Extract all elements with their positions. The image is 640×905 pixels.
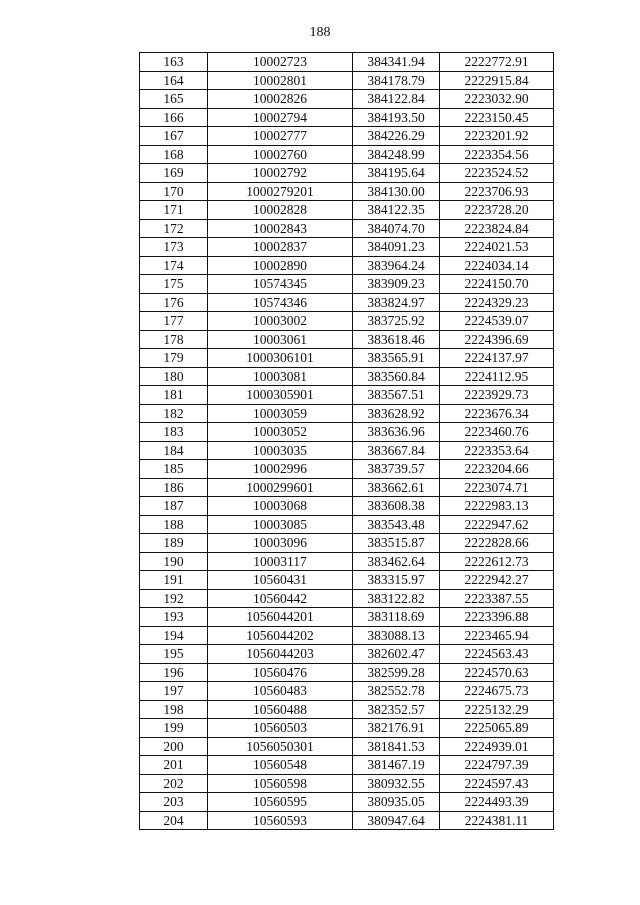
point-id-cell: 10003068 (208, 497, 353, 516)
x-coordinate-cell: 384226.29 (353, 127, 440, 146)
point-number-cell: 186 (140, 478, 208, 497)
y-coordinate-cell: 2223824.84 (440, 219, 554, 238)
table-row (140, 71, 554, 90)
point-id-cell: 1000299601 (208, 478, 353, 497)
point-number-cell: 176 (140, 293, 208, 312)
point-id-cell: 10002723 (208, 53, 353, 72)
table-row (140, 682, 554, 701)
point-id-cell: 1000306101 (208, 349, 353, 368)
point-id-cell: 10003059 (208, 404, 353, 423)
x-coordinate-cell: 383824.97 (353, 293, 440, 312)
coordinates-table (139, 52, 554, 830)
x-coordinate-cell: 383315.97 (353, 571, 440, 590)
point-number-cell: 164 (140, 71, 208, 90)
point-number-cell: 188 (140, 515, 208, 534)
table-body (140, 53, 554, 830)
x-coordinate-cell: 384074.70 (353, 219, 440, 238)
x-coordinate-cell: 383567.51 (353, 386, 440, 405)
y-coordinate-cell: 2224797.39 (440, 756, 554, 775)
point-number-cell: 175 (140, 275, 208, 294)
point-number-cell: 194 (140, 626, 208, 645)
table-row (140, 626, 554, 645)
table-row (140, 90, 554, 109)
point-id-cell: 10560595 (208, 793, 353, 812)
table-row (140, 571, 554, 590)
point-number-cell: 178 (140, 330, 208, 349)
point-number-cell: 184 (140, 441, 208, 460)
point-id-cell: 10560598 (208, 774, 353, 793)
table-row (140, 441, 554, 460)
x-coordinate-cell: 384248.99 (353, 145, 440, 164)
point-number-cell: 185 (140, 460, 208, 479)
point-number-cell: 187 (140, 497, 208, 516)
point-id-cell: 10003052 (208, 423, 353, 442)
y-coordinate-cell: 2222612.73 (440, 552, 554, 571)
x-coordinate-cell: 383543.48 (353, 515, 440, 534)
x-coordinate-cell: 383088.13 (353, 626, 440, 645)
point-id-cell: 10560431 (208, 571, 353, 590)
point-id-cell: 10002828 (208, 201, 353, 220)
point-number-cell: 165 (140, 90, 208, 109)
x-coordinate-cell: 383608.38 (353, 497, 440, 516)
x-coordinate-cell: 382352.57 (353, 700, 440, 719)
y-coordinate-cell: 2223387.55 (440, 589, 554, 608)
y-coordinate-cell: 2222828.66 (440, 534, 554, 553)
point-id-cell: 1056044202 (208, 626, 353, 645)
x-coordinate-cell: 383909.23 (353, 275, 440, 294)
point-id-cell: 10002837 (208, 238, 353, 257)
y-coordinate-cell: 2224539.07 (440, 312, 554, 331)
y-coordinate-cell: 2223201.92 (440, 127, 554, 146)
x-coordinate-cell: 380947.64 (353, 811, 440, 830)
point-id-cell: 10003002 (208, 312, 353, 331)
point-number-cell: 173 (140, 238, 208, 257)
point-number-cell: 200 (140, 737, 208, 756)
y-coordinate-cell: 2223465.94 (440, 626, 554, 645)
table-row (140, 330, 554, 349)
table-row (140, 756, 554, 775)
point-number-cell: 197 (140, 682, 208, 701)
x-coordinate-cell: 384122.84 (353, 90, 440, 109)
x-coordinate-cell: 380935.05 (353, 793, 440, 812)
point-id-cell: 10002801 (208, 71, 353, 90)
table-row (140, 238, 554, 257)
table-row (140, 404, 554, 423)
point-id-cell: 10002794 (208, 108, 353, 127)
point-id-cell: 10560503 (208, 719, 353, 738)
point-id-cell: 10003061 (208, 330, 353, 349)
table-row (140, 663, 554, 682)
point-number-cell: 169 (140, 164, 208, 183)
y-coordinate-cell: 2222915.84 (440, 71, 554, 90)
y-coordinate-cell: 2222942.27 (440, 571, 554, 590)
table-row (140, 127, 554, 146)
point-number-cell: 171 (140, 201, 208, 220)
table-row (140, 108, 554, 127)
table-row (140, 534, 554, 553)
y-coordinate-cell: 2223074.71 (440, 478, 554, 497)
point-id-cell: 10003035 (208, 441, 353, 460)
y-coordinate-cell: 2224396.69 (440, 330, 554, 349)
table-row (140, 552, 554, 571)
point-id-cell: 10560442 (208, 589, 353, 608)
point-id-cell: 1000305901 (208, 386, 353, 405)
x-coordinate-cell: 384178.79 (353, 71, 440, 90)
point-id-cell: 10002792 (208, 164, 353, 183)
table-row (140, 460, 554, 479)
x-coordinate-cell: 383964.24 (353, 256, 440, 275)
point-number-cell: 189 (140, 534, 208, 553)
table-row (140, 53, 554, 72)
x-coordinate-cell: 383618.46 (353, 330, 440, 349)
x-coordinate-cell: 383565.91 (353, 349, 440, 368)
y-coordinate-cell: 2223706.93 (440, 182, 554, 201)
point-number-cell: 202 (140, 774, 208, 793)
point-id-cell: 10002843 (208, 219, 353, 238)
table-row (140, 497, 554, 516)
point-number-cell: 163 (140, 53, 208, 72)
point-number-cell: 204 (140, 811, 208, 830)
x-coordinate-cell: 383628.92 (353, 404, 440, 423)
table-row (140, 219, 554, 238)
table-row (140, 515, 554, 534)
y-coordinate-cell: 2223728.20 (440, 201, 554, 220)
point-number-cell: 192 (140, 589, 208, 608)
point-id-cell: 10560593 (208, 811, 353, 830)
point-id-cell: 10574345 (208, 275, 353, 294)
y-coordinate-cell: 2225065.89 (440, 719, 554, 738)
y-coordinate-cell: 2224021.53 (440, 238, 554, 257)
x-coordinate-cell: 382176.91 (353, 719, 440, 738)
table-row (140, 608, 554, 627)
point-number-cell: 182 (140, 404, 208, 423)
point-id-cell: 10002826 (208, 90, 353, 109)
table-row (140, 793, 554, 812)
point-id-cell: 10002996 (208, 460, 353, 479)
point-number-cell: 168 (140, 145, 208, 164)
point-id-cell: 10574346 (208, 293, 353, 312)
y-coordinate-cell: 2224112.95 (440, 367, 554, 386)
x-coordinate-cell: 383118.69 (353, 608, 440, 627)
x-coordinate-cell: 383122.82 (353, 589, 440, 608)
table-row (140, 349, 554, 368)
table-row (140, 423, 554, 442)
table-row (140, 201, 554, 220)
y-coordinate-cell: 2222947.62 (440, 515, 554, 534)
point-id-cell: 10003081 (208, 367, 353, 386)
y-coordinate-cell: 2225132.29 (440, 700, 554, 719)
point-id-cell: 10002890 (208, 256, 353, 275)
x-coordinate-cell: 383739.57 (353, 460, 440, 479)
point-number-cell: 170 (140, 182, 208, 201)
y-coordinate-cell: 2224563.43 (440, 645, 554, 664)
y-coordinate-cell: 2223204.66 (440, 460, 554, 479)
x-coordinate-cell: 383560.84 (353, 367, 440, 386)
point-number-cell: 166 (140, 108, 208, 127)
y-coordinate-cell: 2222983.13 (440, 497, 554, 516)
point-id-cell: 10560548 (208, 756, 353, 775)
y-coordinate-cell: 2223524.52 (440, 164, 554, 183)
x-coordinate-cell: 383725.92 (353, 312, 440, 331)
table-row (140, 256, 554, 275)
point-number-cell: 193 (140, 608, 208, 627)
table-row (140, 478, 554, 497)
point-number-cell: 195 (140, 645, 208, 664)
table-row (140, 645, 554, 664)
point-id-cell: 1056050301 (208, 737, 353, 756)
point-id-cell: 1056044201 (208, 608, 353, 627)
point-number-cell: 167 (140, 127, 208, 146)
point-number-cell: 181 (140, 386, 208, 405)
point-id-cell: 10560476 (208, 663, 353, 682)
x-coordinate-cell: 381467.19 (353, 756, 440, 775)
y-coordinate-cell: 2224939.01 (440, 737, 554, 756)
y-coordinate-cell: 2223929.73 (440, 386, 554, 405)
table-row (140, 774, 554, 793)
point-number-cell: 177 (140, 312, 208, 331)
table-row (140, 386, 554, 405)
x-coordinate-cell: 384193.50 (353, 108, 440, 127)
point-number-cell: 196 (140, 663, 208, 682)
point-number-cell: 183 (140, 423, 208, 442)
point-id-cell: 10002760 (208, 145, 353, 164)
y-coordinate-cell: 2224381.11 (440, 811, 554, 830)
y-coordinate-cell: 2223150.45 (440, 108, 554, 127)
y-coordinate-cell: 2223396.88 (440, 608, 554, 627)
x-coordinate-cell: 384122.35 (353, 201, 440, 220)
x-coordinate-cell: 384130.00 (353, 182, 440, 201)
x-coordinate-cell: 381841.53 (353, 737, 440, 756)
x-coordinate-cell: 383662.61 (353, 478, 440, 497)
y-coordinate-cell: 2223676.34 (440, 404, 554, 423)
point-number-cell: 179 (140, 349, 208, 368)
y-coordinate-cell: 2224493.39 (440, 793, 554, 812)
x-coordinate-cell: 382602.47 (353, 645, 440, 664)
y-coordinate-cell: 2223354.56 (440, 145, 554, 164)
table-row (140, 293, 554, 312)
x-coordinate-cell: 382599.28 (353, 663, 440, 682)
y-coordinate-cell: 2223032.90 (440, 90, 554, 109)
point-id-cell: 10560483 (208, 682, 353, 701)
table-row (140, 811, 554, 830)
table-row (140, 275, 554, 294)
point-number-cell: 190 (140, 552, 208, 571)
point-id-cell: 10003117 (208, 552, 353, 571)
y-coordinate-cell: 2224329.23 (440, 293, 554, 312)
point-number-cell: 198 (140, 700, 208, 719)
x-coordinate-cell: 383667.84 (353, 441, 440, 460)
table-row (140, 182, 554, 201)
y-coordinate-cell: 2224570.63 (440, 663, 554, 682)
table-row (140, 145, 554, 164)
point-id-cell: 10003085 (208, 515, 353, 534)
x-coordinate-cell: 384341.94 (353, 53, 440, 72)
table-row (140, 700, 554, 719)
point-id-cell: 10560488 (208, 700, 353, 719)
y-coordinate-cell: 2223353.64 (440, 441, 554, 460)
x-coordinate-cell: 380932.55 (353, 774, 440, 793)
point-id-cell: 1056044203 (208, 645, 353, 664)
table-row (140, 737, 554, 756)
table-row (140, 719, 554, 738)
y-coordinate-cell: 2224137.97 (440, 349, 554, 368)
point-number-cell: 203 (140, 793, 208, 812)
y-coordinate-cell: 2224597.43 (440, 774, 554, 793)
point-number-cell: 199 (140, 719, 208, 738)
x-coordinate-cell: 384195.64 (353, 164, 440, 183)
x-coordinate-cell: 383636.96 (353, 423, 440, 442)
y-coordinate-cell: 2224034.14 (440, 256, 554, 275)
y-coordinate-cell: 2224675.73 (440, 682, 554, 701)
point-number-cell: 201 (140, 756, 208, 775)
point-id-cell: 10002777 (208, 127, 353, 146)
y-coordinate-cell: 2224150.70 (440, 275, 554, 294)
point-number-cell: 174 (140, 256, 208, 275)
table-row (140, 164, 554, 183)
table-row (140, 589, 554, 608)
x-coordinate-cell: 383515.87 (353, 534, 440, 553)
page-number: 188 (309, 25, 331, 40)
x-coordinate-cell: 384091.23 (353, 238, 440, 257)
x-coordinate-cell: 383462.64 (353, 552, 440, 571)
table-row (140, 312, 554, 331)
y-coordinate-cell: 2223460.76 (440, 423, 554, 442)
point-number-cell: 172 (140, 219, 208, 238)
table-row (140, 367, 554, 386)
y-coordinate-cell: 2222772.91 (440, 53, 554, 72)
x-coordinate-cell: 382552.78 (353, 682, 440, 701)
point-number-cell: 191 (140, 571, 208, 590)
point-id-cell: 10003096 (208, 534, 353, 553)
point-number-cell: 180 (140, 367, 208, 386)
point-id-cell: 1000279201 (208, 182, 353, 201)
